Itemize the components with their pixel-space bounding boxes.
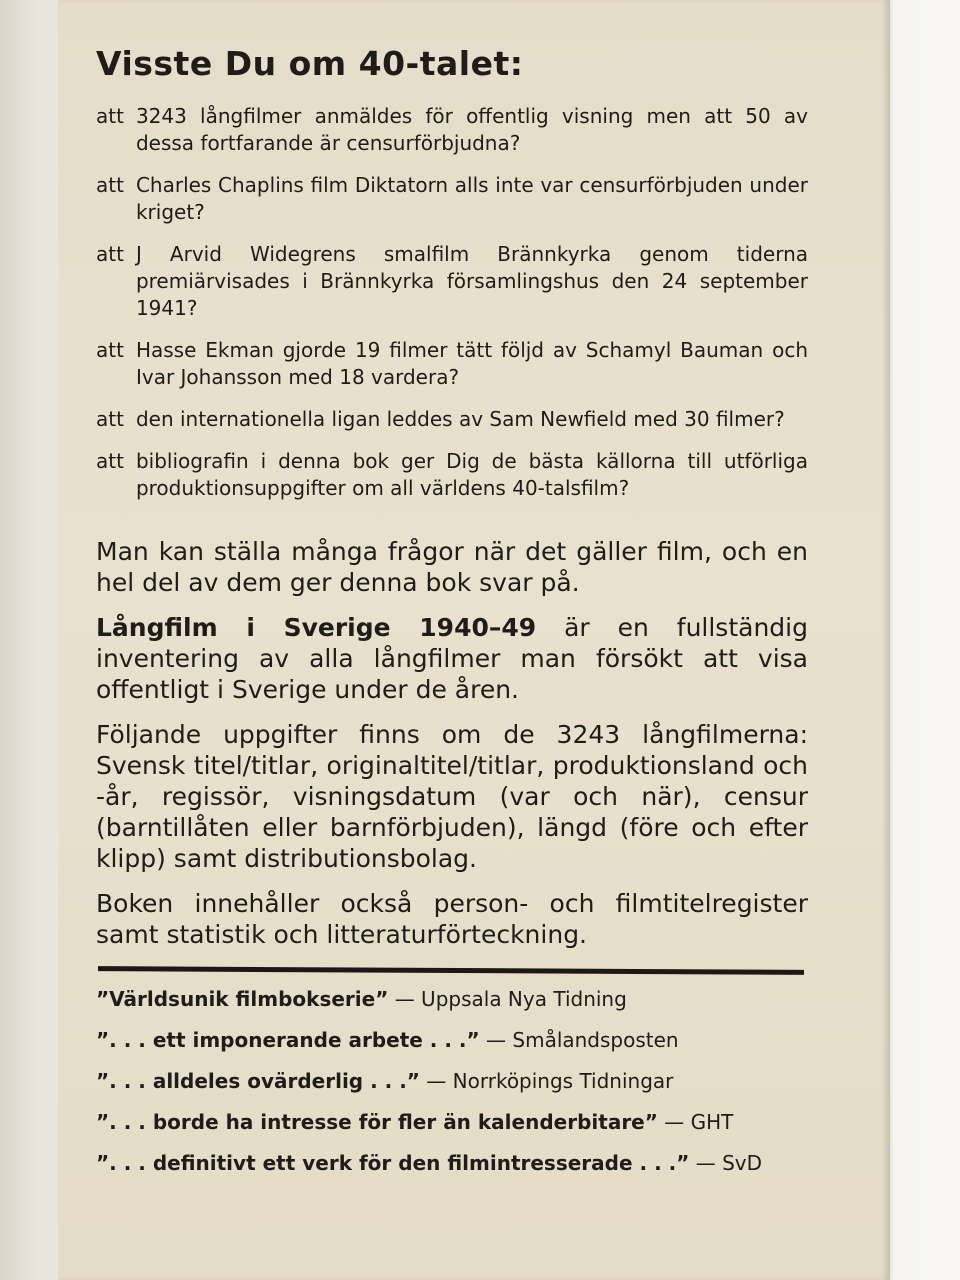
book-edge xyxy=(882,0,890,1280)
review-quote xyxy=(96,1151,808,1175)
contents-paragraph: Boken innehåller också person- och filmtitelregister samt statistik och litteraturförteckning. xyxy=(96,889,808,949)
fact-list xyxy=(96,103,808,502)
cover-text xyxy=(96,44,808,1192)
fact-prefix: att xyxy=(96,242,124,266)
review-quote xyxy=(96,987,808,1011)
fact-item xyxy=(96,337,808,391)
fact-text: Hasse Ekman gjorde 19 filmer tätt följd av Schamyl Bauman och Ivar Johansson med 18 vardera? xyxy=(135,338,808,389)
review-quote xyxy=(96,1069,808,1093)
book-title: Långfilm i Sverige 1940–49 xyxy=(96,613,537,642)
quote-source: — GHT xyxy=(657,1110,734,1134)
fact-item xyxy=(96,103,808,157)
fact-item xyxy=(96,406,808,433)
fact-prefix: att xyxy=(96,173,124,197)
quote-text: ”. . . alldeles ovärderlig . . .” xyxy=(96,1069,420,1093)
fact-item xyxy=(96,448,808,502)
fact-text: Charles Chaplins film Diktatorn alls inte var censurförbjuden under kriget? xyxy=(135,173,808,224)
fact-item xyxy=(96,241,808,322)
book-title-description: är en fullständig inventering av alla långfilmer man försökt att visa offentligt i Sverige under de åren. xyxy=(96,613,808,704)
quote-text: ”Världsunik filmbokserie” xyxy=(96,987,389,1011)
fact-text: J Arvid Widegrens smalfilm Brännkyrka genom tiderna premiärvisades i Brännkyrka församlingshus den 24 september 1941? xyxy=(135,242,808,320)
divider-rule xyxy=(98,966,804,975)
quote-source: — SvD xyxy=(689,1151,763,1175)
fact-prefix: att xyxy=(96,338,124,362)
quote-text: ”. . . definitivt ett verk för den filmintresserade . . .” xyxy=(96,1151,690,1175)
heading: Visste Du om 40-talet: xyxy=(96,44,524,83)
details-paragraph: Följande uppgifter finns om de 3243 långfilmerna: Svensk titel/titlar, originaltitel/titlar, produktionsland och -år, regissör, visningsdatum (var och när), censur (barntillåten eller barnförbjuden), längd (före och efter klipp) samt distributionsbolag. xyxy=(96,720,808,873)
fact-item xyxy=(96,172,808,226)
review-quotes xyxy=(96,987,808,1175)
fact-text: bibliografin i denna bok ger Dig de bästa källorna till utförliga produktionsuppgifter om all världens 40-talsfilm? xyxy=(135,449,808,500)
fact-prefix: att xyxy=(96,449,124,473)
quote-source: — Norrköpings Tidningar xyxy=(419,1069,674,1093)
fact-prefix: att xyxy=(96,407,124,431)
quote-text: ”. . . ett imponerande arbete . . .” xyxy=(96,1028,480,1052)
quote-source: — Uppsala Nya Tidning xyxy=(388,987,627,1011)
fact-text: 3243 långfilmer anmäldes för offentlig visning men att 50 av dessa fortfarande är censurförbjudna? xyxy=(135,104,808,155)
quote-source: — Smålandsposten xyxy=(479,1028,679,1052)
fact-prefix: att xyxy=(96,104,124,128)
fact-text: den internationella ligan leddes av Sam Newfield med 30 filmer? xyxy=(135,407,785,431)
review-quote xyxy=(96,1028,808,1052)
book-title-paragraph xyxy=(96,612,808,705)
intro-paragraph: Man kan ställa många frågor när det gäller film, och en hel del av dem ger denna bok svar på. xyxy=(96,537,808,597)
quote-text: ”. . . borde ha intresse för fler än kalenderbitare” xyxy=(96,1110,658,1134)
review-quote xyxy=(96,1110,808,1134)
